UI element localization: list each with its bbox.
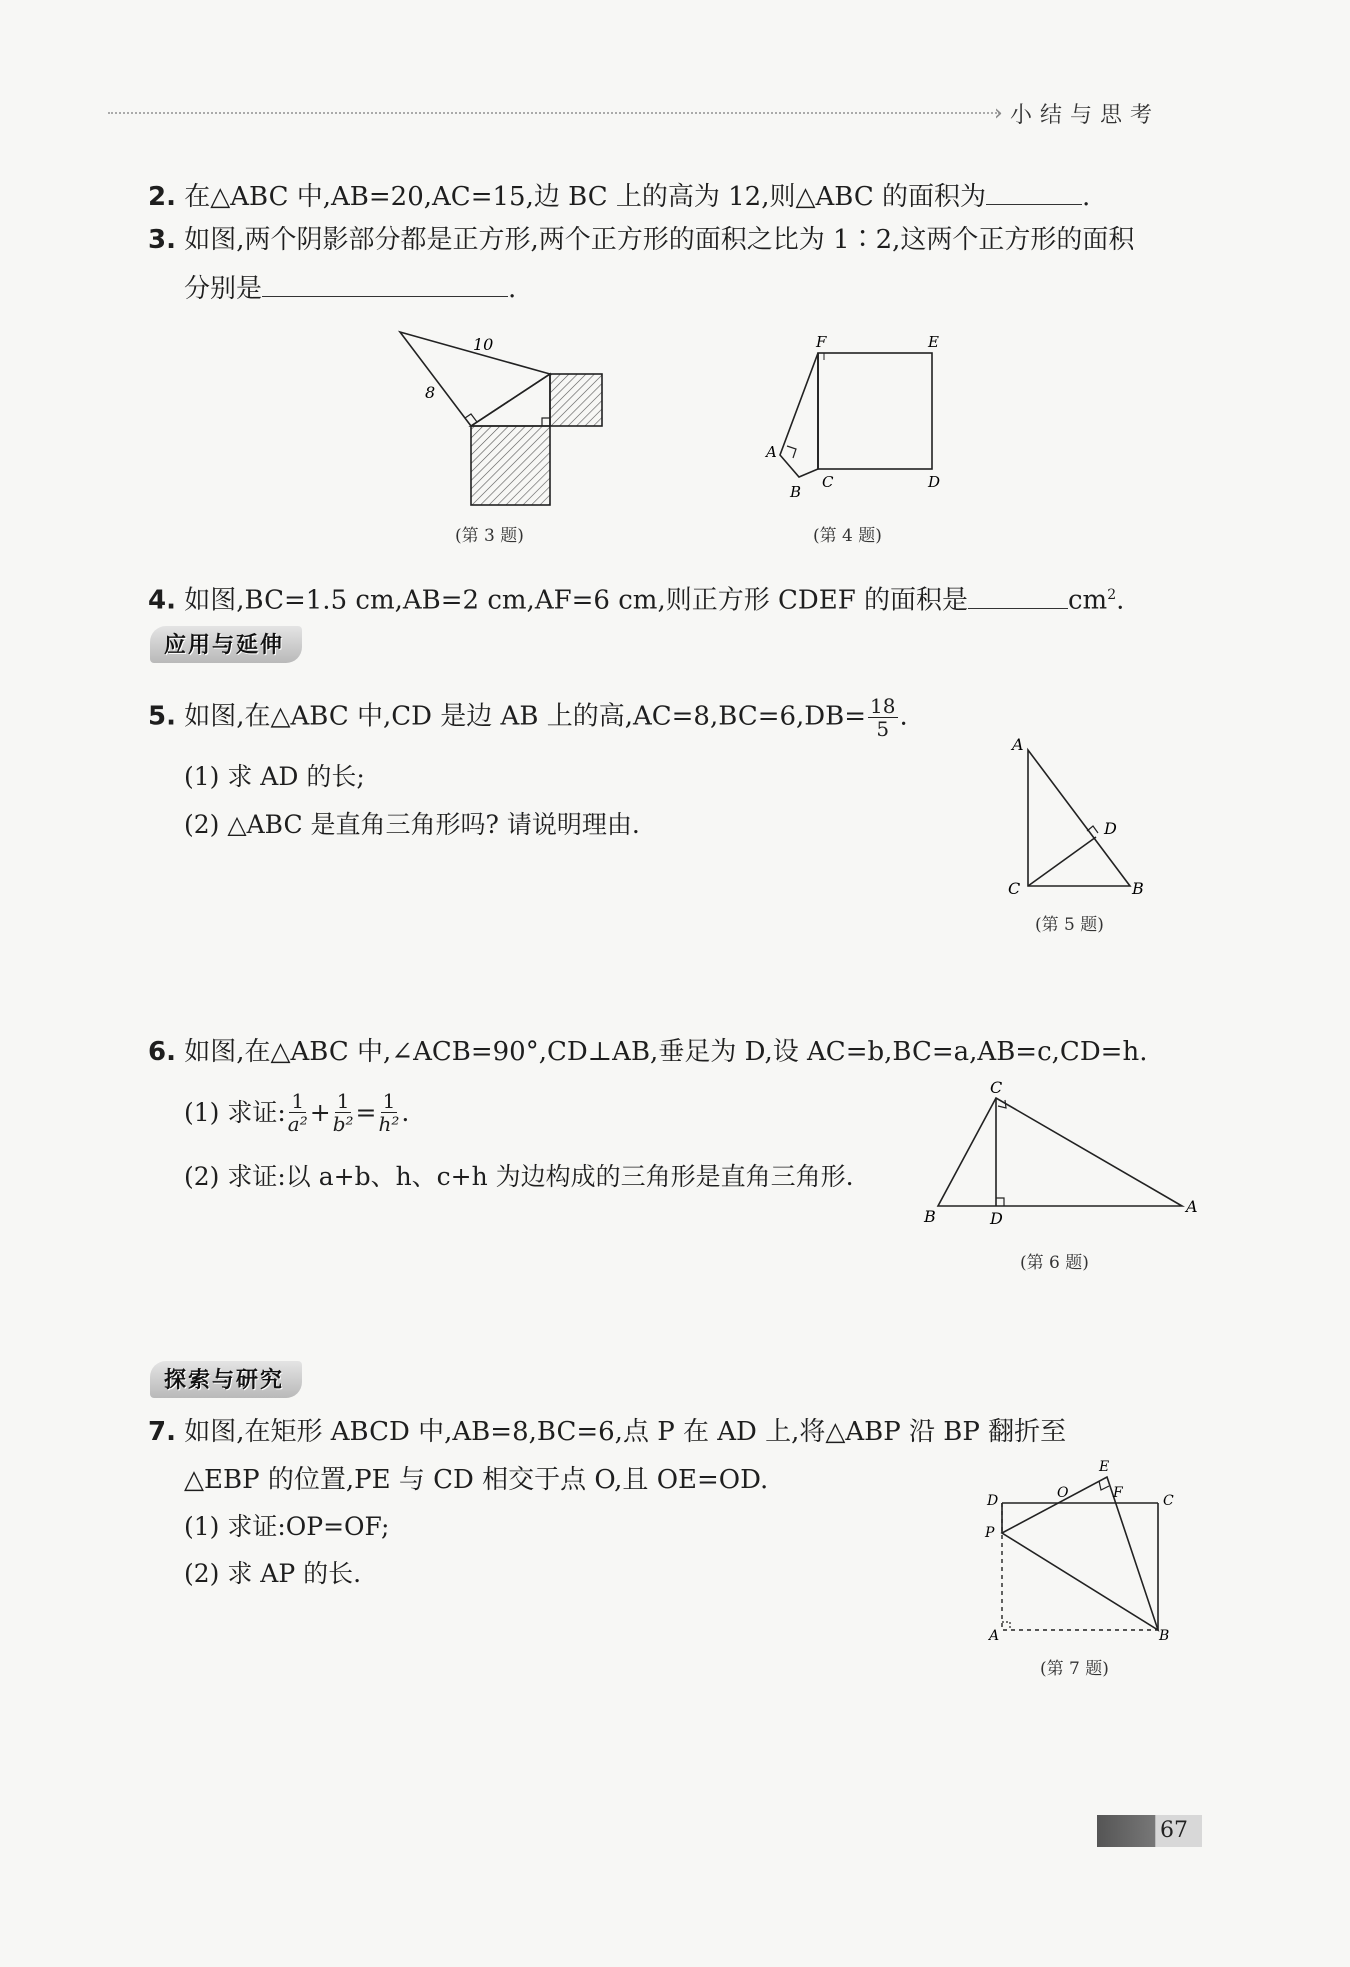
label-C: C <box>1008 879 1021 898</box>
right-angle-mark <box>542 418 550 426</box>
question-text-line1: 如图,两个阴影部分都是正方形,两个正方形的面积之比为 1∶2,这两个正方形的面积 <box>184 225 1135 255</box>
label-C: C <box>990 1078 1003 1097</box>
question-number: 6. <box>148 1037 176 1067</box>
fraction <box>288 1090 308 1135</box>
label-E: E <box>928 333 939 351</box>
question-7-sub1: (1) 求证:OP=OF; <box>184 1512 390 1541</box>
inner-triangle <box>471 374 550 426</box>
label-F: F <box>816 333 827 351</box>
label-B: B <box>1132 879 1144 898</box>
question-text-line2: 分别是 <box>184 274 263 304</box>
label-A: A <box>766 443 777 461</box>
question-end: . <box>1116 585 1125 616</box>
question-4 <box>148 577 1124 619</box>
right-angle-mark <box>996 1198 1004 1206</box>
question-text: 如图,BC=1.5 cm,AB=2 cm,AF=6 cm,则正方形 CDEF 的面积是 <box>184 585 968 616</box>
question-end: . <box>508 274 517 304</box>
label-O: O <box>1057 1485 1069 1501</box>
triangle-abc <box>938 1098 1182 1206</box>
triangle-afc <box>780 353 818 477</box>
label-F: F <box>1113 1485 1123 1501</box>
question-text: 如图,在△ABC 中,∠ACB=90°,CD⊥AB,垂足为 D,设 AC=b,BC=a,AB=c,CD=h. <box>184 1037 1148 1067</box>
figure-7 <box>975 1455 1195 1645</box>
question-6 <box>148 1034 1147 1070</box>
figure-6 <box>920 1078 1210 1228</box>
label-C: C <box>1163 1493 1174 1509</box>
denominator: b² <box>332 1112 354 1136</box>
label-E: E <box>1099 1459 1110 1475</box>
label-leg: 8 <box>425 383 436 402</box>
sub-end: . <box>401 1097 410 1127</box>
figure-4 <box>760 325 960 505</box>
label-A: A <box>1186 1197 1198 1216</box>
question-number: 5. <box>148 701 176 732</box>
denominator: 5 <box>876 717 890 741</box>
right-angle-mark <box>1099 1481 1109 1490</box>
triangle-abc <box>1028 750 1130 886</box>
section-heading-apply: 应用与延伸 <box>150 626 302 663</box>
fraction <box>333 1090 354 1135</box>
question-6-sub1 <box>184 1090 409 1135</box>
numerator: 18 <box>870 694 896 718</box>
label-D: D <box>1104 819 1117 838</box>
label-A: A <box>1012 735 1024 754</box>
label-B: B <box>790 483 802 501</box>
figure-5-caption: (第 5 题) <box>1035 915 1104 935</box>
question-number: 3. <box>148 225 176 255</box>
question-5-sub2: (2) △ABC 是直角三角形吗? 请说明理由. <box>184 810 640 839</box>
square-cdef <box>818 353 932 469</box>
fraction <box>378 1090 399 1135</box>
sub-prefix: (1) 求证: <box>184 1097 286 1127</box>
question-7-sub2: (2) 求 AP 的长. <box>184 1559 362 1588</box>
figure-3-caption: (第 3 题) <box>455 526 524 546</box>
question-number: 7. <box>148 1417 176 1447</box>
section-heading-explore: 探索与研究 <box>150 1361 302 1398</box>
figure-7-caption: (第 7 题) <box>1040 1659 1109 1679</box>
large-shaded-square <box>471 426 550 505</box>
header-rule <box>108 112 1000 114</box>
answer-blank[interactable] <box>968 582 1068 609</box>
answer-blank[interactable] <box>986 178 1082 205</box>
denominator: h² <box>378 1112 400 1136</box>
figure-3 <box>385 320 625 510</box>
question-end: . <box>1081 182 1091 212</box>
label-D: D <box>990 1209 1003 1228</box>
question-7 <box>148 1414 1066 1450</box>
label-D: D <box>928 473 941 491</box>
small-shaded-square <box>550 374 602 426</box>
figure-5 <box>1000 730 1170 900</box>
fraction <box>868 695 897 740</box>
operator-plus: + <box>309 1097 331 1127</box>
numerator: 1 <box>336 1089 350 1113</box>
question-text: 在△ABC 中,AB=20,AC=15,边 BC 上的高为 12,则△ABC 的面积为 <box>184 182 986 212</box>
label-B: B <box>924 1207 936 1226</box>
label-A: A <box>989 1628 1000 1644</box>
altitude-cd <box>1028 837 1096 886</box>
numerator: 1 <box>382 1089 396 1113</box>
header-arrow-icon: › <box>994 101 1003 126</box>
original-rectangle-dashed <box>1002 1503 1158 1630</box>
figure-6-caption: (第 6 题) <box>1020 1253 1089 1273</box>
folded-triangle-ebp <box>1002 1477 1158 1630</box>
figure-4-caption: (第 4 题) <box>813 526 882 546</box>
label-C: C <box>822 473 834 491</box>
page-number: 67 <box>1160 1818 1188 1843</box>
label-P: P <box>985 1525 995 1541</box>
label-D: D <box>987 1493 999 1509</box>
question-5 <box>148 695 908 740</box>
unit-exponent: 2 <box>1107 587 1117 603</box>
header-section-title: 小结与思考 <box>1010 103 1161 128</box>
denominator: a² <box>287 1112 308 1136</box>
question-7-line2: △EBP 的位置,PE 与 CD 相交于点 O,且 OE=OD. <box>184 1465 769 1495</box>
numerator: 1 <box>291 1089 305 1113</box>
label-B: B <box>1159 1628 1170 1644</box>
question-number: 2. <box>148 182 176 212</box>
right-angle-mark <box>1002 1622 1010 1630</box>
right-angle-mark <box>787 446 796 458</box>
question-text: 如图,在△ABC 中,CD 是边 AB 上的高,AC=8,BC=6,DB= <box>184 701 867 732</box>
label-hypotenuse: 10 <box>473 335 494 354</box>
question-end: . <box>899 701 908 732</box>
question-text-line1: 如图,在矩形 ABCD 中,AB=8,BC=6,点 P 在 AD 上,将△ABP 沿 BP 翻折至 <box>184 1417 1067 1447</box>
question-2 <box>148 178 1090 215</box>
question-3-line2 <box>184 270 516 307</box>
question-3 <box>148 222 1134 258</box>
question-5-sub1: (1) 求 AD 的长; <box>184 762 365 791</box>
question-number: 4. <box>148 585 176 616</box>
answer-blank[interactable] <box>262 270 508 297</box>
operator-equals: = <box>355 1097 377 1127</box>
question-6-sub2: (2) 求证:以 a+b、h、c+h 为边构成的三角形是直角三角形. <box>184 1162 854 1191</box>
unit: cm <box>1068 585 1108 616</box>
